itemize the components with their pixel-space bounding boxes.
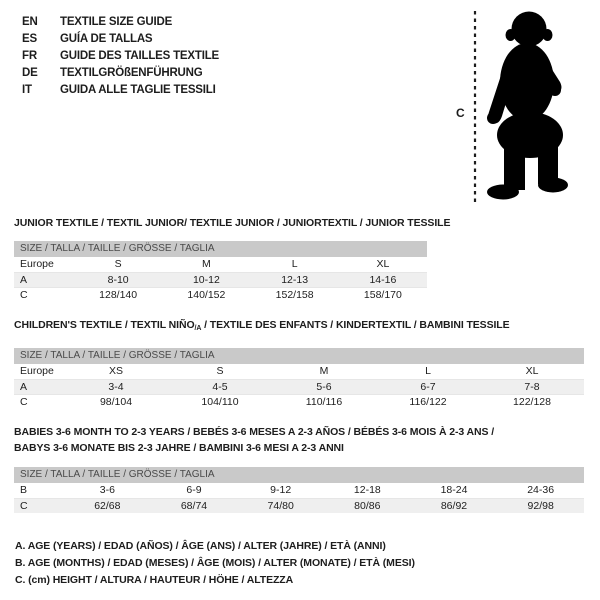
- size-header-bar: SIZE / TALLA / TAILLE / GRÖSSE / TAGLIA: [14, 241, 427, 257]
- language-code: IT: [22, 84, 32, 96]
- size-header-bar: SIZE / TALLA / TAILLE / GRÖSSE / TAGLIA: [14, 467, 584, 483]
- footnote-c: C. (cm) HEIGHT / ALTURA / HAUTEUR / HÖHE / ALTEZZA: [15, 574, 294, 586]
- size-cell: M: [202, 258, 211, 270]
- children-table-title: [14, 317, 510, 337]
- language-row-de: [22, 65, 219, 82]
- height-cell: 80/86: [354, 500, 381, 512]
- months-cell: 6-9: [186, 484, 202, 496]
- row-label: A: [20, 381, 28, 393]
- title-text: CHILDREN'S TEXTILE / TEXTIL NIÑO: [14, 319, 195, 331]
- row-label: C: [20, 396, 28, 408]
- language-code: ES: [22, 33, 37, 45]
- height-cell: 152/158: [275, 289, 314, 301]
- language-row-it: [22, 82, 219, 99]
- footnote-a: A. AGE (YEARS) / EDAD (AÑOS) / ÂGE (ANS) / ALTER (JAHRE) / ETÀ (ANNI): [15, 540, 386, 552]
- language-row-fr: [22, 48, 219, 65]
- size-cell: XL: [525, 365, 539, 377]
- height-cell: 128/140: [99, 289, 138, 301]
- size-cell: M: [319, 365, 329, 377]
- junior-table-title: JUNIOR TEXTILE / TEXTIL JUNIOR/ TEXTILE JUNIOR / JUNIORTEXTIL / JUNIOR TESSILE: [14, 217, 451, 229]
- babies-size-table: [14, 467, 584, 513]
- age-cell: 5-6: [316, 381, 332, 393]
- months-cell: 9-12: [270, 484, 292, 496]
- months-cell: 12-18: [353, 484, 381, 496]
- title-subscript: /A: [194, 325, 202, 332]
- language-title: GUÍA DE TALLAS: [60, 33, 153, 45]
- footnote-legend: [15, 538, 415, 589]
- age-cell: 14-16: [369, 274, 397, 286]
- babies-title-line-2: BABYS 3-6 MONATE BIS 2-3 JAHRE / BAMBINI 3-6 MESI A 2-3 ANNI: [14, 442, 344, 454]
- height-cell: 140/152: [187, 289, 226, 301]
- age-cell: 6-7: [420, 381, 436, 393]
- age-cell: 10-12: [192, 274, 220, 286]
- table-row-height: [14, 287, 427, 302]
- age-cell: 8-10: [107, 274, 129, 286]
- language-row-es: [22, 31, 219, 48]
- language-code: EN: [22, 16, 38, 28]
- size-cell: XL: [376, 258, 390, 270]
- row-label: C: [20, 500, 28, 512]
- row-label: C: [20, 289, 28, 301]
- height-cell: 86/92: [440, 500, 468, 512]
- footnote-b: B. AGE (MONTHS) / EDAD (MESES) / ÂGE (MOIS) / ALTER (MONATE) / ETÀ (MESI): [15, 557, 415, 569]
- size-cell: L: [291, 258, 298, 270]
- row-label: A: [20, 274, 28, 286]
- children-size-table: [14, 348, 584, 409]
- size-cell: S: [216, 365, 224, 377]
- height-cell: 98/104: [99, 396, 133, 408]
- height-cell: 62/68: [94, 500, 121, 512]
- height-cell: 122/128: [513, 396, 551, 408]
- language-code: DE: [22, 67, 38, 79]
- size-cell: XS: [108, 365, 123, 377]
- height-cell: 104/110: [201, 396, 239, 408]
- language-title: TEXTILE SIZE GUIDE: [60, 16, 173, 28]
- language-title: TEXTILGRÖßENFÜHRUNG: [60, 67, 203, 79]
- height-cell: 158/170: [363, 289, 402, 301]
- measure-label-c: C: [456, 106, 465, 120]
- age-cell: 12-13: [281, 274, 309, 286]
- table-row-height: [14, 394, 584, 409]
- height-cell: 68/74: [180, 500, 208, 512]
- size-header-bar: SIZE / TALLA / TAILLE / GRÖSSE / TAGLIA: [14, 348, 584, 364]
- table-row-age: [14, 272, 427, 287]
- junior-size-table: [14, 241, 427, 302]
- age-cell: 7-8: [524, 381, 540, 393]
- row-label: B: [20, 484, 28, 496]
- title-text: / TEXTILE DES ENFANTS / KINDERTEXTIL / BAMBINI TESSILE: [201, 319, 510, 331]
- age-cell: 4-5: [212, 381, 228, 393]
- table-row-months: [14, 483, 584, 498]
- babies-title-line-1: BABIES 3-6 MONTH TO 2-3 YEARS / BEBÉS 3-6 MESES A 2-3 AÑOS / BÉBÉS 3-6 MOIS À 2-3 ANS /: [14, 426, 495, 438]
- months-cell: 24-36: [527, 484, 555, 496]
- table-row-europe: [14, 364, 584, 379]
- language-code: FR: [22, 50, 37, 62]
- language-list: [22, 14, 219, 99]
- row-label: Europe: [20, 365, 54, 377]
- months-cell: 3-6: [99, 484, 115, 496]
- age-cell: 3-4: [108, 381, 124, 393]
- language-row-en: [22, 14, 219, 31]
- height-measure-figure: [455, 8, 575, 208]
- baby-silhouette-icon: [468, 8, 572, 206]
- height-cell: 110/116: [305, 396, 343, 408]
- height-cell: 116/122: [409, 396, 447, 408]
- size-cell: S: [114, 258, 122, 270]
- height-cell: 74/80: [267, 500, 294, 512]
- row-label: Europe: [20, 258, 54, 270]
- language-title: GUIDA ALLE TAGLIE TESSILI: [60, 84, 216, 96]
- table-row-age: [14, 379, 584, 394]
- babies-table-title: [14, 424, 494, 456]
- table-row-europe: [14, 257, 427, 272]
- size-cell: L: [425, 365, 431, 377]
- table-row-height: [14, 498, 584, 513]
- language-title: GUIDE DES TAILLES TEXTILE: [60, 50, 219, 62]
- height-cell: 92/98: [527, 500, 554, 512]
- months-cell: 18-24: [440, 484, 468, 496]
